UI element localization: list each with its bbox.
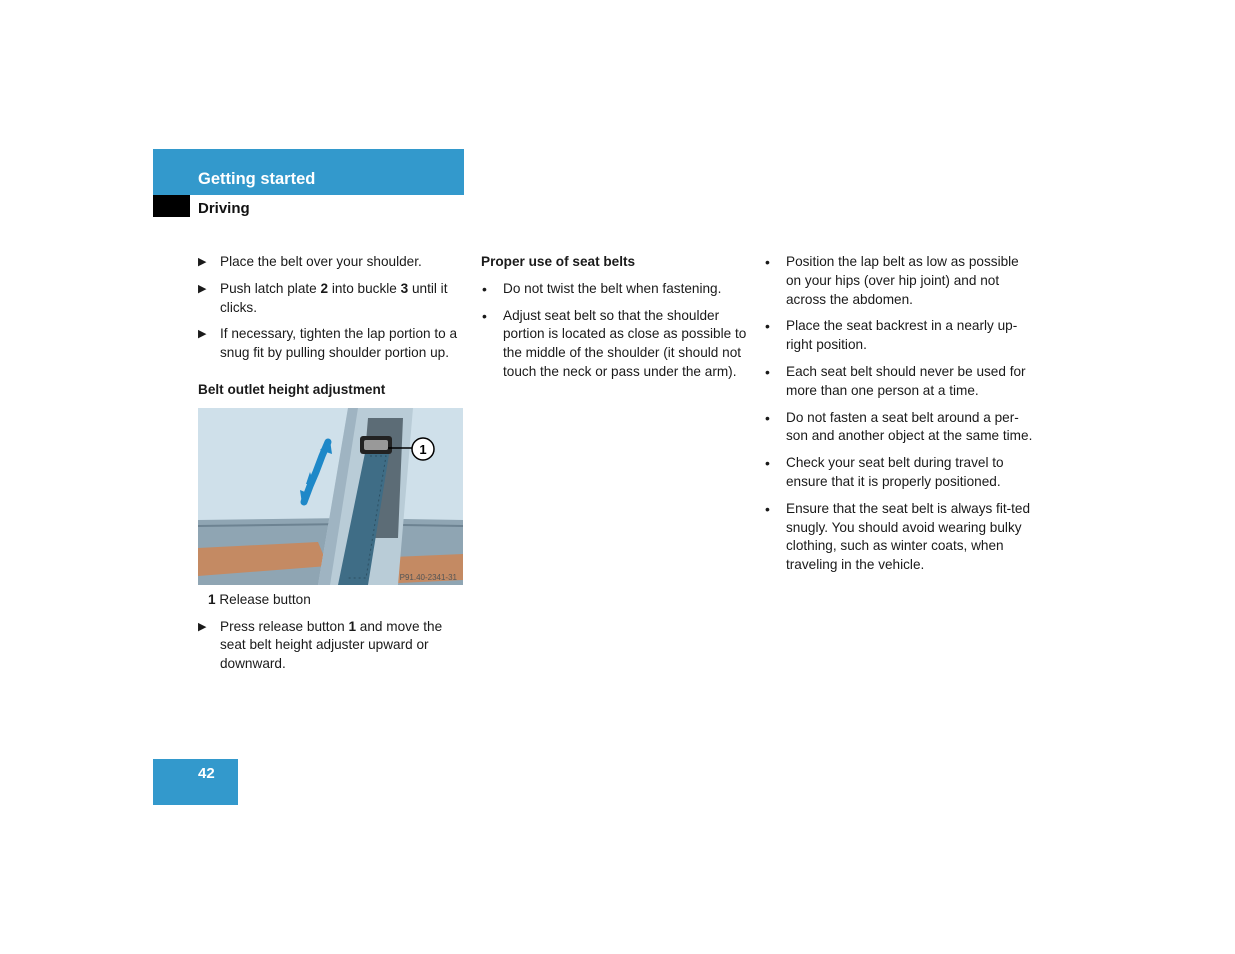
bullet-dot-icon: •	[765, 318, 770, 335]
figure-caption: 1 Release button	[208, 591, 311, 607]
bullet-dot-icon: •	[765, 254, 770, 270]
bullet-text: Ensure that the seat belt is always fit-ted snugly. You should avoid wearing bulky clothing, such as winter coats, when traveling in the vehicle.	[786, 500, 1031, 573]
triangle-right-icon: ▶	[198, 620, 207, 633]
step-text: Place the belt over your shoulder.	[220, 254, 422, 269]
bullet-text: Position the lap belt as low as possible on your hips (over hip joint) and not across the abdomen.	[786, 254, 1019, 307]
subsection-title: Driving	[198, 200, 250, 217]
bullet-text: Place the seat backrest in a nearly up-right position.	[786, 318, 1018, 353]
bullet-item	[481, 280, 749, 299]
bullet-item	[764, 363, 1036, 401]
step-item	[198, 618, 466, 674]
bullet-dot-icon: •	[765, 409, 770, 426]
triangle-right-icon: ▶	[198, 256, 207, 268]
bullet-item	[764, 317, 1036, 355]
bullet-text: Each seat belt should never be used for more than one person at a time.	[786, 363, 1026, 398]
figure-code: P91.40-2341-31	[399, 572, 457, 582]
bullet-dot-icon: •	[765, 455, 770, 472]
bullet-dot-icon: •	[482, 307, 487, 324]
bullet-item	[481, 307, 749, 382]
bullet-item	[764, 454, 1036, 492]
step-item	[198, 280, 466, 318]
subsection-marker	[153, 195, 190, 217]
step-item	[198, 325, 466, 363]
bullet-dot-icon: •	[765, 500, 770, 517]
step-text: If necessary, tighten the lap portion to a snug fit by pulling shoulder portion up.	[220, 326, 458, 361]
column-middle	[481, 253, 749, 390]
page-number-box	[153, 759, 238, 805]
callout-number: 1	[419, 441, 427, 457]
belt-outlet-illustration	[198, 408, 463, 585]
step-text: Press release button 1 and move the seat belt height adjuster upward or downward.	[220, 618, 443, 672]
page-number: 42	[198, 765, 215, 782]
column-right	[764, 253, 1036, 583]
bullet-dot-icon: •	[765, 363, 770, 380]
bullet-text: Check your seat belt during travel to ensure that it is properly positioned.	[786, 455, 1004, 489]
bullet-dot-icon: •	[482, 280, 487, 297]
bullet-text: Do not twist the belt when fastening.	[503, 280, 722, 296]
subheading-belt-outlet: Belt outlet height adjustment	[198, 381, 386, 397]
section-title: Getting started	[198, 170, 316, 188]
bullet-item	[764, 409, 1036, 447]
bullet-text: Adjust seat belt so that the shoulder portion is located as close as possible to the middle of the shoulder (it should not touch the neck or pass under the arm).	[503, 307, 747, 379]
bullet-item	[764, 253, 1036, 309]
bullet-item	[764, 500, 1036, 575]
triangle-right-icon: ▶	[198, 328, 207, 341]
step-text: Push latch plate 2 into buckle 3 until it clicks.	[220, 280, 448, 315]
bullet-text: Do not fasten a seat belt around a per-son and another object at the same time.	[786, 409, 1033, 444]
triangle-right-icon: ▶	[198, 282, 207, 295]
section-header-bar	[153, 149, 464, 195]
step-item	[198, 253, 466, 272]
subheading-proper-use: Proper use of seat belts	[481, 254, 636, 269]
column-left	[198, 253, 466, 682]
